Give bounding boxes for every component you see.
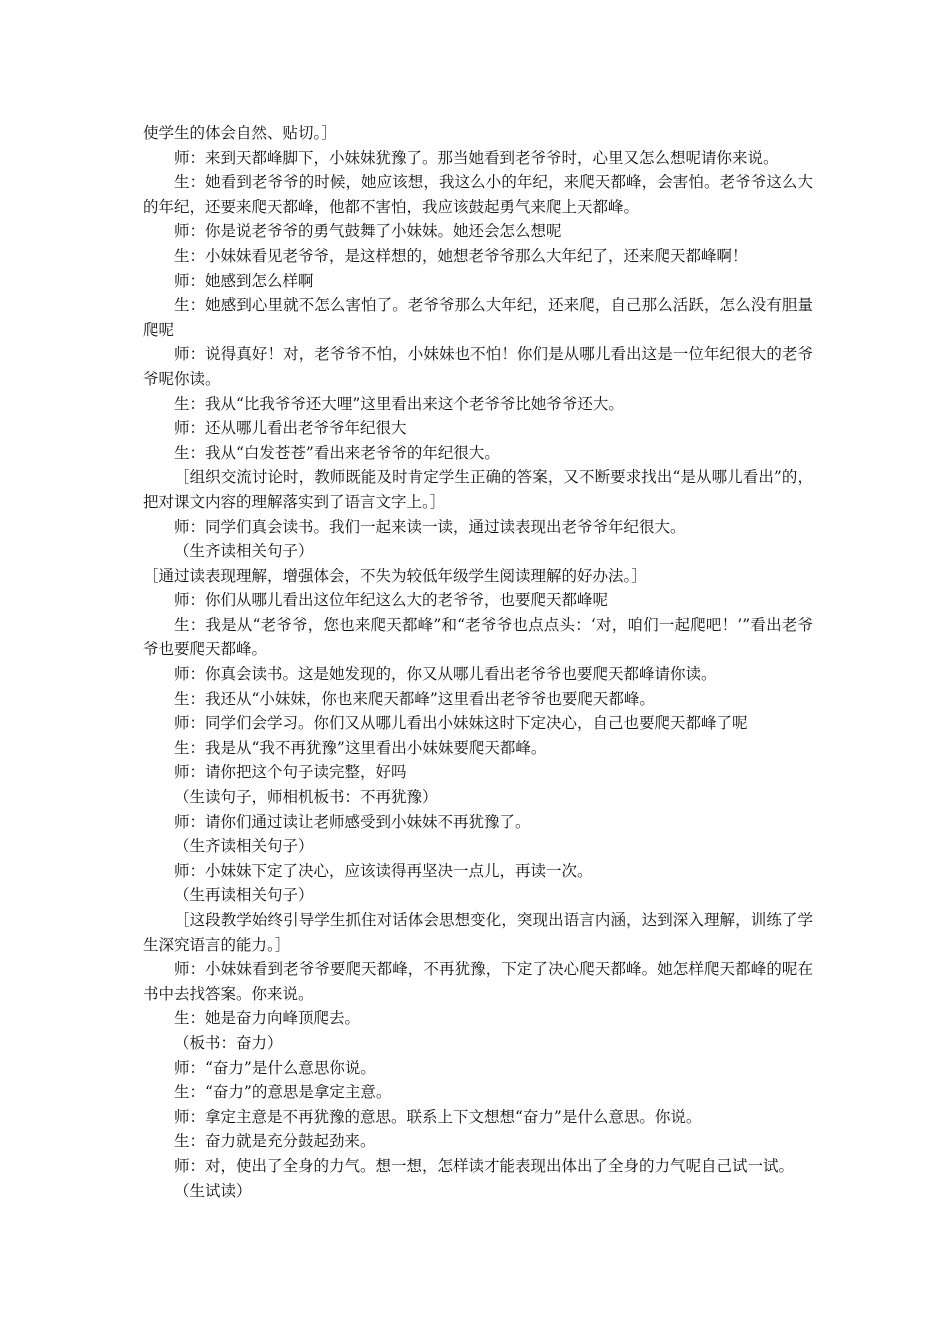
- paragraph: 生：我从“白发苍苍”看出来老爷爷的年纪很大。: [174, 443, 500, 462]
- paragraph: 师：小妹妹下定了决心，应该读得再坚决一点儿，再读一次。: [174, 861, 593, 880]
- paragraph: 师：请你把这个句子读完整，好吗: [174, 763, 407, 782]
- paragraph: ［组织交流讨论时，教师既能及时肯定学生正确的答案，又不断要求找出“是从哪儿看出”的，把对课文内容的理解落实到了语言文字上。］: [143, 468, 813, 511]
- paragraph: 生：“奋力”的意思是拿定主意。: [174, 1083, 392, 1102]
- paragraph: 师：拿定主意是不再犹豫的意思。联系上下文想想“奋力”是什么意思。你说。: [174, 1107, 702, 1126]
- paragraph: 师：你们从哪儿看出这位年纪这么大的老爷爷，也要爬天都峰呢: [174, 591, 609, 610]
- paragraph: 生：她看到老爷爷的时候，她应该想，我这么小的年纪，来爬天都峰，会害怕。老爷爷这么大的年纪，还要来爬天都峰，他都不害怕，我应该鼓起勇气来爬上天都峰。: [143, 173, 813, 216]
- paragraph: 生：我还从“小妹妹，你也来爬天都峰”这里看出老爷爷也要爬天都峰。: [174, 689, 655, 708]
- paragraph: （生齐读相关句子）: [174, 542, 314, 561]
- paragraph: 师：同学们真会读书。我们一起来读一读，通过读表现出老爷爷年纪很大。: [174, 517, 686, 536]
- paragraph: （生读句子，师相机板书：不再犹豫）: [174, 788, 438, 807]
- paragraph: 生：小妹妹看见老爷爷，是这样想的，她想老爷爷那么大年纪了，还来爬天都峰啊！: [174, 246, 748, 265]
- paragraph: 生：奋力就是充分鼓起劲来。: [174, 1132, 376, 1151]
- document-body: [143, 121, 813, 1203]
- paragraph: 生：我是从“老爷爷，您也来爬天都峰”和“老爷爷也点点头：‘对，咱们一起爬吧！’”看出老爷爷也要爬天都峰。: [143, 615, 813, 659]
- paragraph: 使学生的体会自然、贴切。］: [143, 124, 337, 142]
- paragraph: 生：我从“比我爷爷还大哩”这里看出来这个老爷爷比她爷爷还大。: [174, 394, 624, 413]
- paragraph: 生：她感到心里就不怎么害怕了。老爷爷那么大年纪，还来爬，自己那么活跃，怎么没有胆量爬呢: [143, 296, 813, 339]
- paragraph: 生：她是奋力向峰顶爬去。: [174, 1009, 361, 1028]
- paragraph: 师：请你们通过读让老师感受到小妹妹不再犹豫了。: [174, 812, 531, 831]
- paragraph: 师：“奋力”是什么意思你说。: [174, 1058, 376, 1077]
- paragraph: 师：你真会读书。这是她发现的，你又从哪儿看出老爷爷也要爬天都峰请你读。: [174, 665, 717, 684]
- paragraph: 师：你是说老爷爷的勇气鼓舞了小妹妹。她还会怎么想呢: [174, 222, 562, 241]
- paragraph: 师：同学们会学习。你们又从哪儿看出小妹妹这时下定决心，自己也要爬天都峰了呢: [174, 714, 748, 733]
- paragraph: ［这段教学始终引导学生抓住对话体会思想变化，突现出语言内涵，达到深入理解，训练了学生深究语言的能力。］: [143, 911, 813, 954]
- paragraph: （生试读）: [174, 1181, 252, 1200]
- paragraph: ［通过读表现理解，增强体会，不失为较低年级学生阅读理解的好办法。］: [143, 566, 647, 585]
- document-page: [143, 121, 813, 1203]
- paragraph: 生：我是从“我不再犹豫”这里看出小妹妹要爬天都峰。: [174, 738, 547, 757]
- paragraph: 师：对，使出了全身的力气。想一想，怎样读才能表现出体出了全身的力气呢自己试一试。: [174, 1156, 795, 1175]
- paragraph: 师：说得真好！对，老爷爷不怕，小妹妹也不怕！你们是从哪儿看出这是一位年纪很大的老爷爷呢你读。: [143, 345, 813, 388]
- paragraph: （生齐读相关句子）: [174, 837, 314, 856]
- paragraph: 师：来到天都峰脚下，小妹妹犹豫了。那当她看到老爷爷时，心里又怎么想呢请你来说。: [174, 148, 779, 167]
- paragraph: 师：小妹妹看到老爷爷要爬天都峰，不再犹豫，下定了决心爬天都峰。她怎样爬天都峰的呢在书中去找答案。你来说。: [143, 960, 813, 1003]
- paragraph: （生再读相关句子）: [174, 886, 314, 905]
- paragraph: 师：还从哪儿看出老爷爷年纪很大: [174, 419, 407, 438]
- paragraph: 师：她感到怎么样啊: [174, 271, 314, 290]
- paragraph: （板书：奋力）: [174, 1033, 283, 1052]
